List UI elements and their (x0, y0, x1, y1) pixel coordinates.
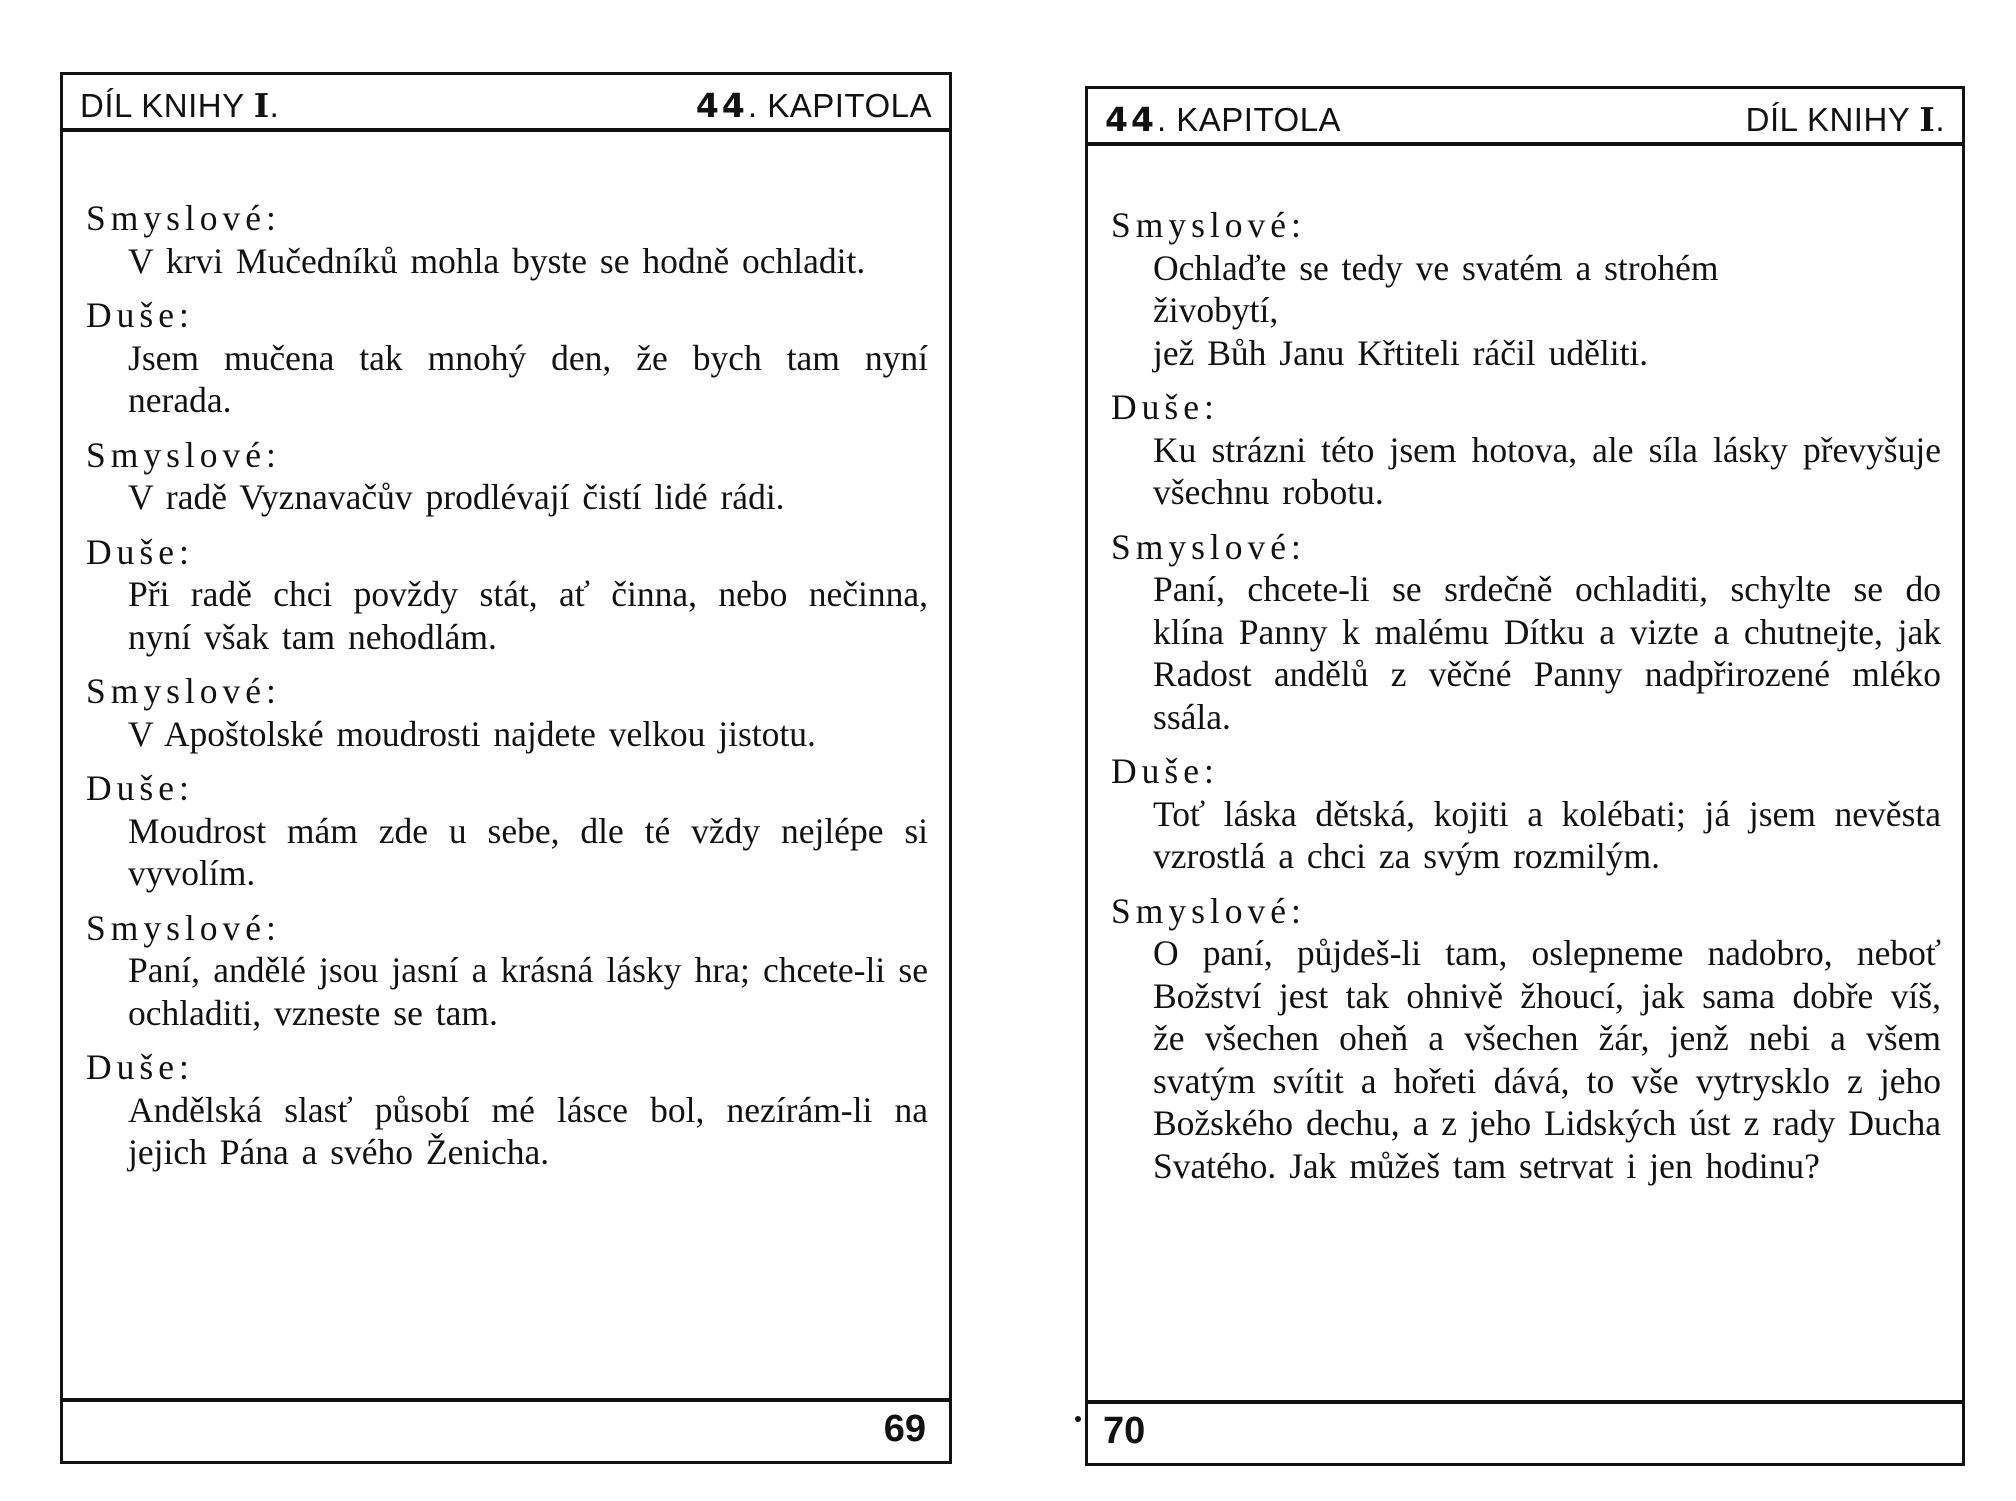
speech-text: Při radě chci povždy stát, ať činna, nebo nečinna, nyní však tam nehodlám. (128, 574, 928, 657)
speaker-label: Smyslové: (1111, 526, 1306, 567)
speech-text: V radě Vyznavačův prodlévají čistí lidé rádi. (128, 477, 785, 517)
speech-text: Toť láska dětská, kojiti a kolébati; já jsem nevěsta vzrostlá a chci za svým rozmilým. (1153, 793, 1941, 876)
page-footer (60, 1398, 952, 1464)
speaker-label: Duše: (86, 531, 194, 572)
speech-text: V Apoštolské moudrosti najdete velkou jistotu. (128, 713, 816, 754)
header-part: DÍL KNIHY I. (1745, 100, 1945, 139)
speech-text: Jsem mučena tak mnohý den, že bych tam nyní nerada. (128, 337, 928, 420)
speech-text: Paní, andělé jsou jasní a krásná lásky hra; chcete-li se ochladiti, vzneste se tam. (128, 950, 928, 1033)
margin-dot (1075, 1416, 1081, 1422)
frame-left (1085, 86, 1088, 1466)
frame-bottom (60, 1461, 952, 1464)
speaker-label: Smyslové: (86, 198, 281, 238)
speaker-label: Duše: (86, 295, 194, 335)
page-number: 70 (1103, 1410, 1146, 1452)
left-page (60, 72, 952, 1464)
page-footer (1085, 1400, 1965, 1466)
speech-line: jež Bůh Janu Křtiteli ráčil uděliti. (1153, 332, 1649, 373)
page-body (1111, 204, 1941, 1199)
speech-text: Paní, chcete-li se srdečně ochladiti, schylte se do klína Panny k malému Dítku a vizte a chutnejte, jak Radost andělů z věčné Panny nadpřirozené mléko ssála. (1153, 569, 1941, 737)
speech-text: Moudrost mám zde u sebe, dle té vždy nejlépe si vyvolím. (128, 810, 928, 893)
speaker-label: Smyslové: (86, 434, 281, 475)
frame-right (1962, 86, 1965, 1466)
frame-right (949, 72, 952, 1464)
speaker-label: Smyslové: (1111, 205, 1306, 245)
speaker-label: Duše: (1111, 387, 1219, 427)
speaker-label: Smyslové: (1111, 890, 1306, 931)
speaker-label: Duše: (86, 768, 194, 808)
page-body (86, 197, 928, 1186)
running-header (1085, 92, 1965, 146)
speech-line: Ochlaďte se tedy ve svatém a strohém (1153, 247, 1719, 288)
header-chapter: 44. KAPITOLA (695, 86, 932, 125)
frame-top (60, 72, 952, 75)
speaker-label: Smyslové: (86, 671, 281, 711)
speaker-label: Duše: (86, 1047, 194, 1087)
page-number: 69 (883, 1408, 926, 1450)
right-page (1085, 86, 1965, 1466)
speech-text: V krvi Mučedníků mohla byste se hodně ochladit. (128, 240, 866, 281)
speech-text (1153, 247, 1941, 375)
speaker-label: Duše: (1111, 751, 1219, 791)
header-part: DÍL KNIHY I. (80, 86, 280, 125)
speech-text: Ku strázni této jsem hotova, ale síla lásky převyšuje všechnu robotu. (1153, 429, 1941, 512)
frame-bottom (1085, 1463, 1965, 1466)
header-chapter: 44. KAPITOLA (1105, 100, 1342, 139)
running-header (60, 78, 952, 132)
speech-text: Andělská slasť působí mé lásce bol, nezírám-li na jejich Pána a svého Ženicha. (128, 1089, 928, 1172)
frame-top (1085, 86, 1965, 89)
speaker-label: Smyslové: (86, 907, 281, 948)
speech-line: živobytí, (1153, 290, 1279, 330)
frame-left (60, 72, 63, 1464)
speech-text: O paní, půjdeš-li tam, oslepneme nadobro, neboť Božství jest tak ohnivě žhoucí, jak sama dobře víš, že všechen oheň a všechen žár, jenž nebi a všem svatým svítit a hořeti dává, to vše vytrysklo z jeho Božského dechu, a z jeho Lidských úst z rady Ducha Svatého. Jak můžeš tam setrvat i jen hodinu? (1153, 933, 1941, 1186)
